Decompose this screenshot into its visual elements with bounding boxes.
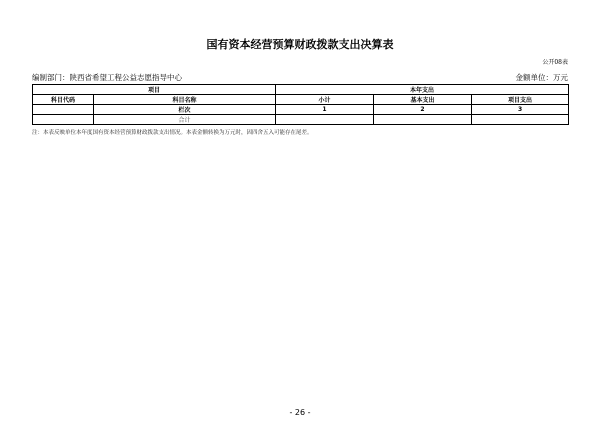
total-subtotal bbox=[276, 115, 374, 125]
lanci-2: 2 bbox=[374, 105, 472, 115]
table-note: 注：本表反映单位本年度国有资本经营预算财政拨款支出情况。本表金额转换为万元时，因四舍五入可能存在尾差。 bbox=[32, 130, 313, 136]
lanci-row bbox=[33, 105, 569, 115]
form-number: 公开08表 bbox=[542, 59, 568, 66]
col-subtotal: 小计 bbox=[276, 95, 374, 105]
total-basic bbox=[374, 115, 472, 125]
total-project bbox=[472, 115, 569, 125]
total-row bbox=[33, 115, 569, 125]
lanci-1: 1 bbox=[276, 105, 374, 115]
col-basic-expense: 基本支出 bbox=[374, 95, 472, 105]
header-year-expense: 本年支出 bbox=[276, 85, 569, 95]
meta-row bbox=[32, 72, 568, 83]
page-title: 国有资本经营预算财政拨款支出决算表 bbox=[206, 38, 394, 51]
col-subject-code: 科目代码 bbox=[33, 95, 94, 105]
lanci-label: 栏次 bbox=[94, 105, 276, 115]
lanci-empty bbox=[33, 105, 94, 115]
org-label: 编制部门：陕西省希望工程公益志愿指导中心 bbox=[32, 73, 182, 82]
header-row-2 bbox=[33, 95, 569, 105]
unit-label: 金额单位：万元 bbox=[515, 73, 568, 82]
page-number: - 26 - bbox=[289, 408, 311, 417]
header-row-1 bbox=[33, 85, 569, 95]
total-label: 合计 bbox=[94, 115, 276, 125]
col-subject-name: 科目名称 bbox=[94, 95, 276, 105]
expenditure-table bbox=[32, 84, 569, 125]
header-project: 项目 bbox=[33, 85, 276, 95]
lanci-3: 3 bbox=[472, 105, 569, 115]
total-empty-code bbox=[33, 115, 94, 125]
col-project-expense: 项目支出 bbox=[472, 95, 569, 105]
